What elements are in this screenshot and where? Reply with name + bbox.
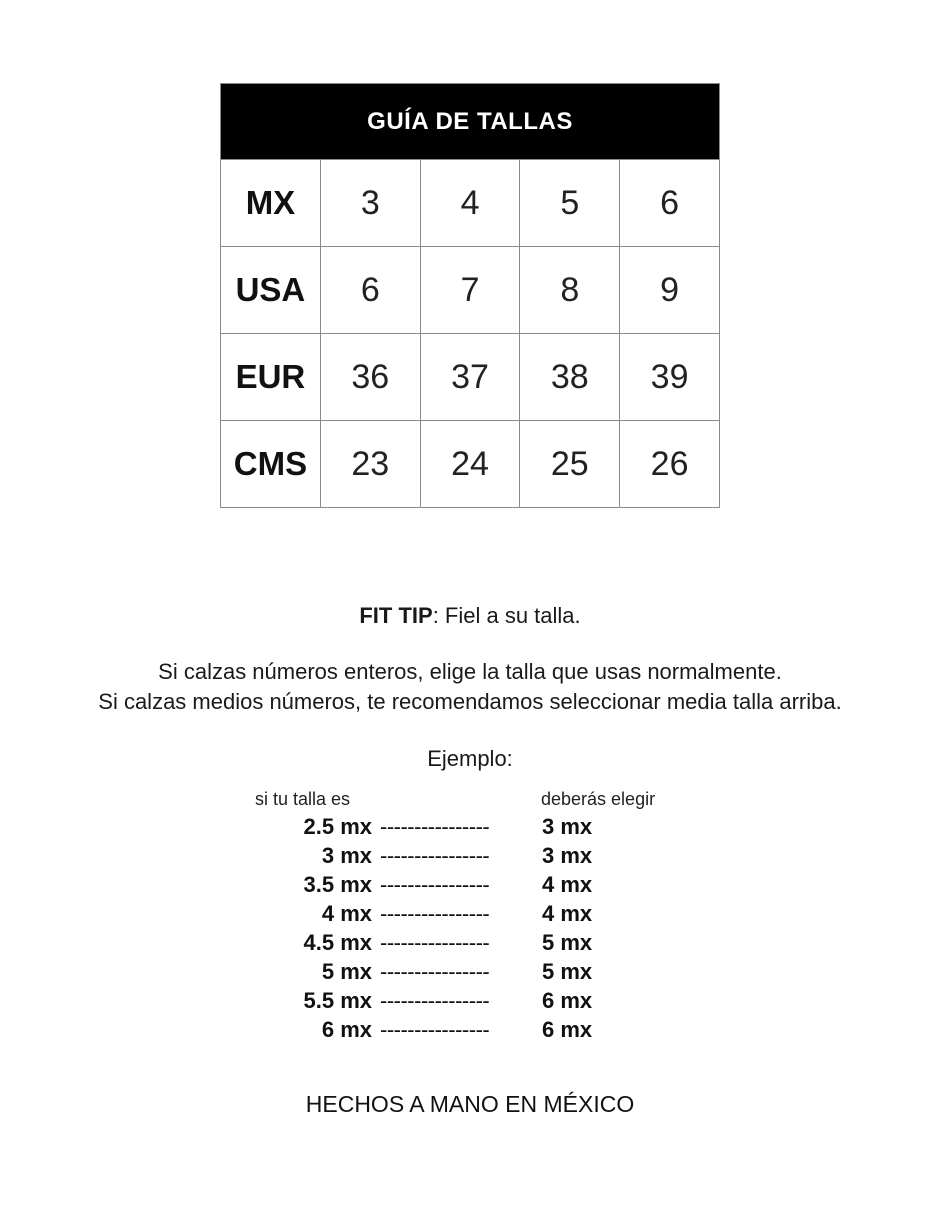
example-right-header: deberás elegir: [541, 789, 656, 809]
size-row-label: USA: [221, 247, 321, 334]
example-from: 5.5 mx: [303, 988, 372, 1013]
example-row: [0, 812, 940, 841]
example-dashes: ----------------: [380, 959, 490, 984]
example-to: 3 mx: [542, 814, 593, 839]
size-cell: 24: [420, 421, 520, 508]
example-to: 6 mx: [542, 1017, 593, 1042]
example-dashes: ----------------: [380, 843, 490, 868]
size-row-cms: [221, 421, 720, 508]
example-to: 6 mx: [542, 988, 593, 1013]
fit-tip-label: FIT TIP: [359, 603, 433, 628]
example-from: 4.5 mx: [303, 930, 372, 955]
example-row: [0, 870, 940, 899]
size-cell: 6: [620, 160, 720, 247]
size-row-label: EUR: [221, 334, 321, 421]
example-dashes: ----------------: [380, 901, 490, 926]
size-guide-title: GUÍA DE TALLAS: [221, 84, 720, 160]
example-dashes: ----------------: [380, 988, 490, 1013]
size-cell: 26: [620, 421, 720, 508]
advice-half-sizes: Si calzas medios números, te recomendamos seleccionar media talla arriba.: [98, 689, 842, 714]
size-guide-table: [220, 83, 720, 508]
example-left-header: si tu talla es: [255, 789, 351, 809]
example-to: 5 mx: [542, 959, 593, 984]
advice-whole-sizes: Si calzas números enteros, elige la talla que usas normalmente.: [158, 659, 782, 684]
example-to: 4 mx: [542, 872, 593, 897]
example-from: 4 mx: [321, 901, 372, 926]
size-cell: 25: [520, 421, 620, 508]
fit-tip-text: : Fiel a su talla.: [432, 603, 581, 628]
size-cell: 36: [320, 334, 420, 421]
example-dashes: ----------------: [380, 930, 490, 955]
size-row-mx: [221, 160, 720, 247]
size-cell: 38: [520, 334, 620, 421]
size-cell: 39: [620, 334, 720, 421]
size-cell: 3: [320, 160, 420, 247]
size-cell: 23: [320, 421, 420, 508]
example-from: 2.5 mx: [303, 814, 372, 839]
example-list: [0, 812, 940, 1044]
example-to: 3 mx: [542, 843, 593, 868]
handmade-footer: HECHOS A MANO EN MÉXICO: [305, 1091, 635, 1117]
fit-tip: [0, 603, 940, 629]
size-cell: 6: [320, 247, 420, 334]
size-guide-header-row: [221, 84, 720, 160]
example-to: 4 mx: [542, 901, 593, 926]
example-row: [0, 928, 940, 957]
example-from: 3 mx: [321, 843, 372, 868]
example-dashes: ----------------: [380, 814, 490, 839]
example-dashes: ----------------: [380, 872, 490, 897]
example-to: 5 mx: [542, 930, 593, 955]
example-from: 3.5 mx: [303, 872, 372, 897]
example-from: 6 mx: [321, 1017, 372, 1042]
example-title: Ejemplo:: [427, 746, 513, 771]
size-cell: 7: [420, 247, 520, 334]
size-row-eur: [221, 334, 720, 421]
size-cell: 37: [420, 334, 520, 421]
size-row-label: MX: [221, 160, 321, 247]
size-row-usa: [221, 247, 720, 334]
size-cell: 5: [520, 160, 620, 247]
example-row: [0, 899, 940, 928]
example-row: [0, 986, 940, 1015]
example-row: [0, 957, 940, 986]
size-cell: 9: [620, 247, 720, 334]
size-cell: 8: [520, 247, 620, 334]
size-cell: 4: [420, 160, 520, 247]
example-dashes: ----------------: [380, 1017, 490, 1042]
example-row: [0, 841, 940, 870]
example-row: [0, 1015, 940, 1044]
example-from: 5 mx: [321, 959, 372, 984]
size-row-label: CMS: [221, 421, 321, 508]
